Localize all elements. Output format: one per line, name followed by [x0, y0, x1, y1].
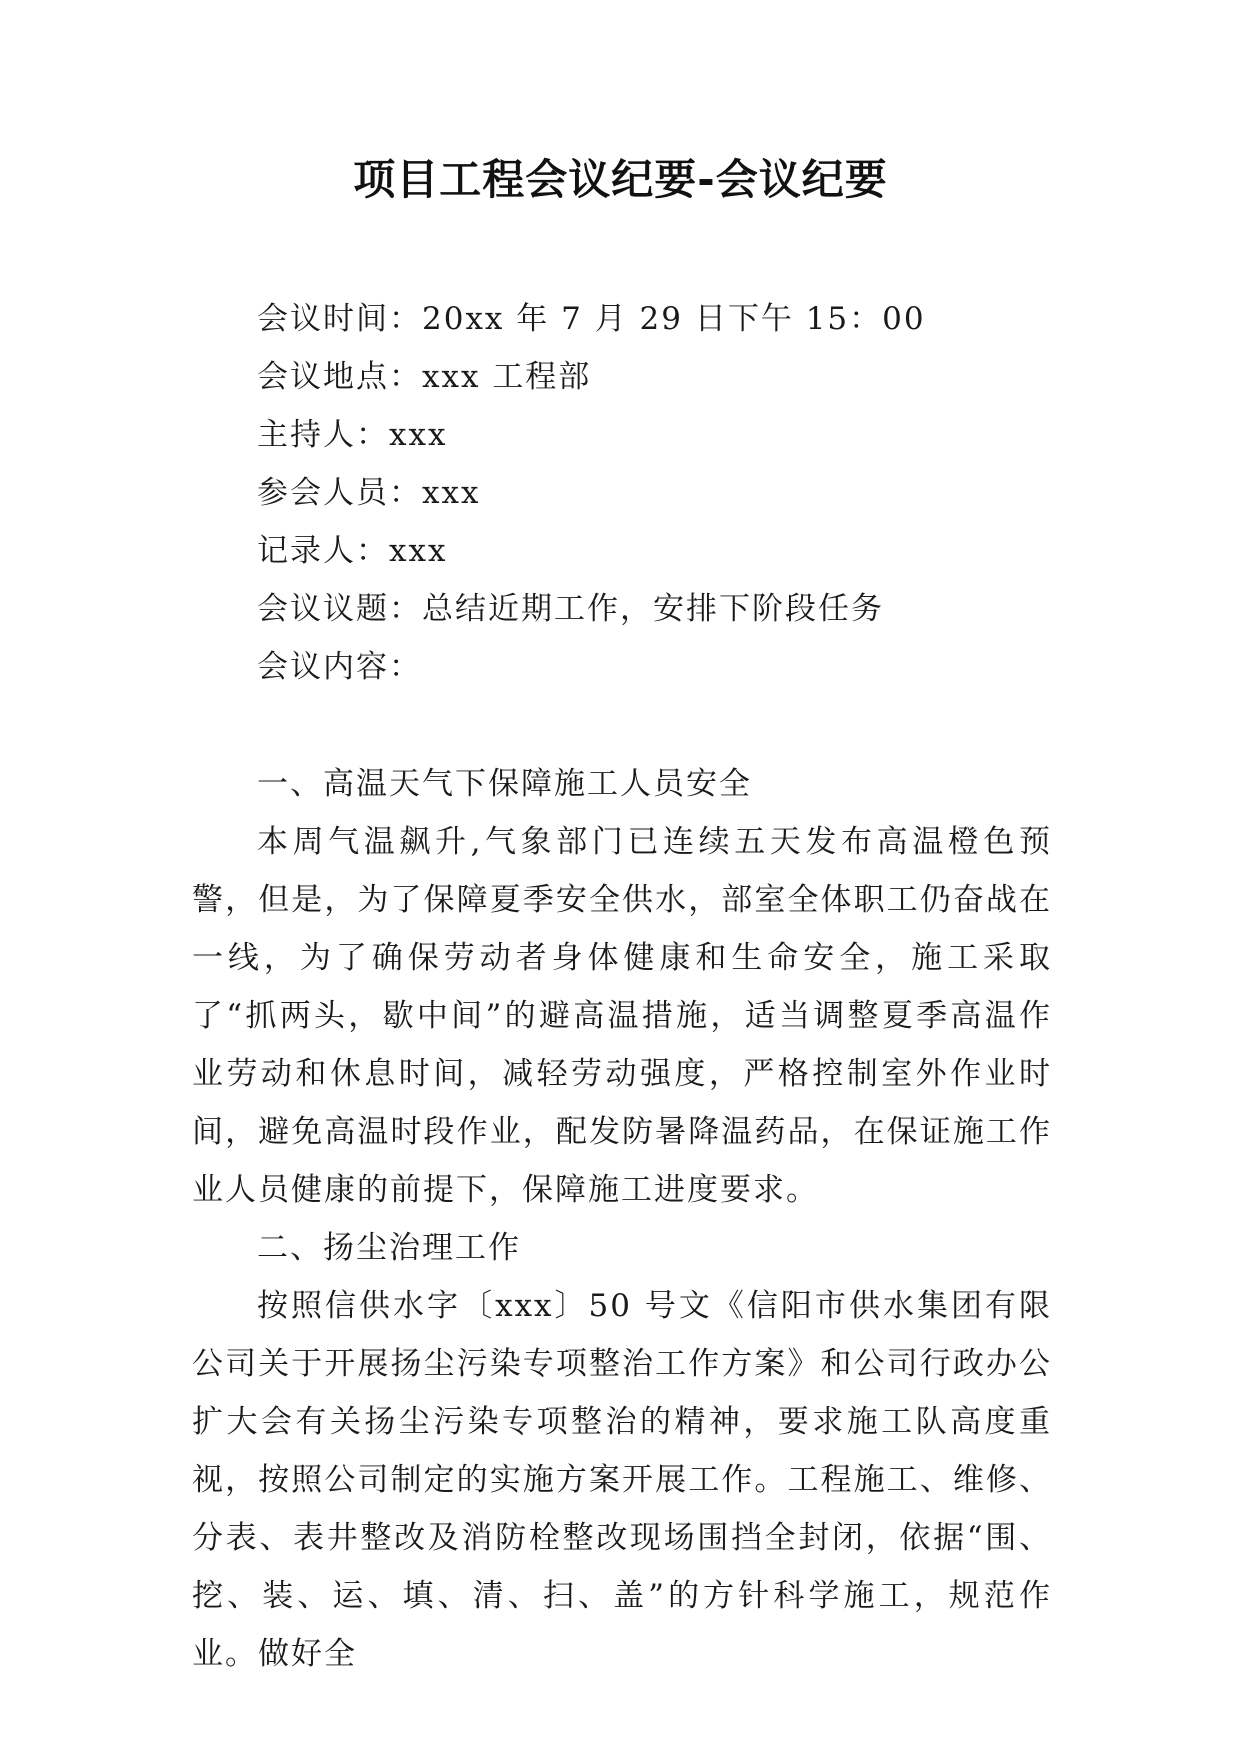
- meeting-attendees: 参会人员：xxx: [257, 475, 481, 511]
- document-title: 项目工程会议纪要-会议纪要: [353, 155, 888, 204]
- meeting-time: 会议时间：20xx 年 7 月 29 日下午 15：00: [257, 301, 926, 337]
- section-paragraph-2: 按照信供水字〔xxx〕50 号文《信阳市供水集团有限公司关于开展扬尘污染专项整治工作方案》和公司行政办公扩大会有关扬尘污染专项整治的精神，要求施工队高度重视，按照公司制定的实施方案开展工作。工程施工、维修、分表、表井整改及消防栓整改现场围挡全封闭，依据“围、挖、装、运、填、清、扫、盖”的方针科学施工，规范作业。做好全: [192, 1288, 1052, 1672]
- meeting-place: 会议地点：xxx 工程部: [257, 359, 592, 395]
- section-heading-2: 二、扬尘治理工作: [257, 1230, 521, 1266]
- meeting-recorder: 记录人：xxx: [257, 533, 448, 569]
- meeting-meta: [257, 290, 1077, 696]
- meeting-host: 主持人：xxx: [257, 417, 448, 453]
- section-paragraph-1: 本周气温飙升,气象部门已连续五天发布高温橙色预警，但是，为了保障夏季安全供水，部室全体职工仍奋战在一线，为了确保劳动者身体健康和生命安全，施工采取了“抓两头，歇中间”的避高温措施，适当调整夏季高温作业劳动和休息时间，减轻劳动强度，严格控制室外作业时间，避免高温时段作业，配发防暑降温药品，在保证施工作业人员健康的前提下，保障施工进度要求。: [192, 824, 1052, 1208]
- meeting-content-label: 会议内容：: [257, 649, 422, 685]
- meeting-topic: 会议议题：总结近期工作，安排下阶段任务: [257, 591, 884, 627]
- section-heading-1: 一、高温天气下保障施工人员安全: [257, 766, 752, 802]
- meeting-content: [192, 755, 1052, 1683]
